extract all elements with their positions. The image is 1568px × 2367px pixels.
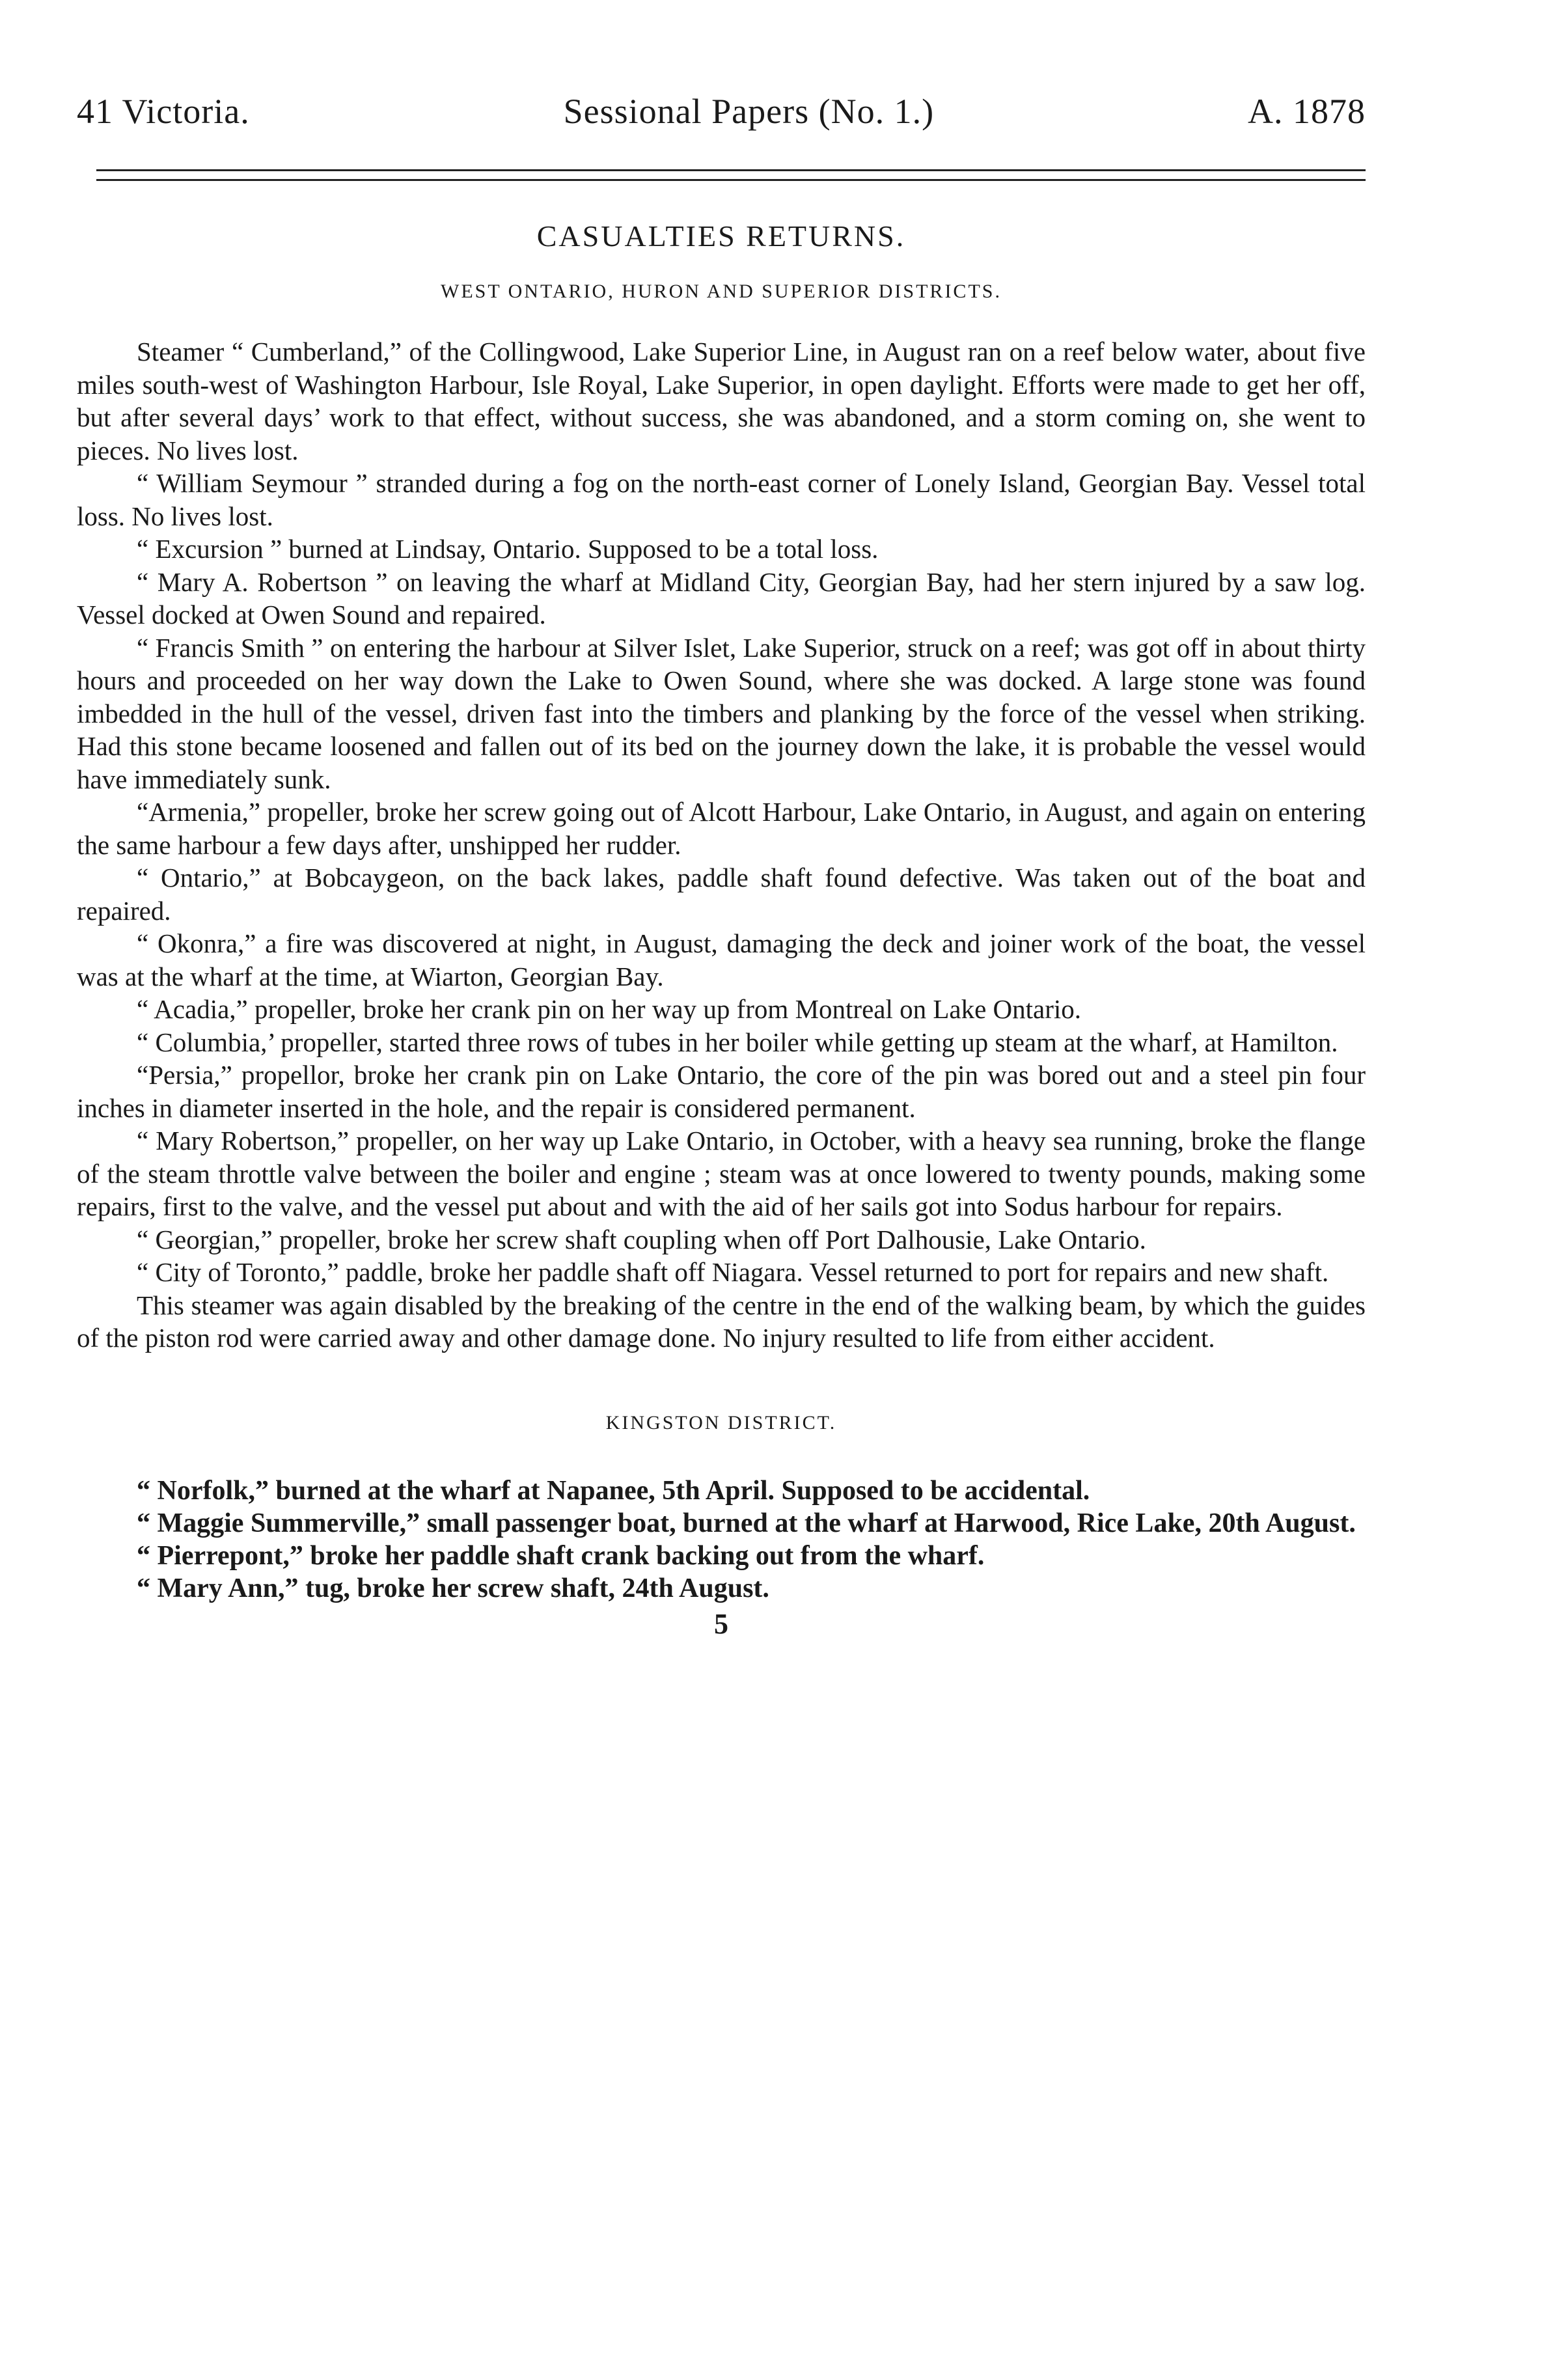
- paragraph-city-of-toronto-second: This steamer was again disabled by the breaking of the centre in the end of the walking beam, by which the guides of the piston rod were carried away and other damage done. No injury resulted to life from either accident.: [77, 1290, 1366, 1353]
- page-number-mark: 5: [714, 1607, 728, 1640]
- paragraph-columbia: “ Columbia,’ propeller, started three rows of tubes in her boiler while getting up steam at the wharf, at Hamilton.: [137, 1027, 1338, 1057]
- paragraph-acadia: “ Acadia,” propeller, broke her crank pin on her way up from Montreal on Lake Ontario.: [137, 994, 1082, 1024]
- paragraph-maggie-summerville: “ Maggie Summerville,” small passenger boat, burned at the wharf at Harwood, Rice Lake, 20th August.: [137, 1508, 1356, 1538]
- running-header: [77, 91, 1366, 132]
- paragraph-mary-robertson: “ Mary Robertson,” propeller, on her way up Lake Ontario, in October, with a heavy sea running, broke the flange of the steam throttle valve between the boiler and engine ; steam was at once lowered to twenty pounds, making some repairs, first to the valve, and the vessel put about and with the aid of her sails got into Sodus harbour for repairs.: [77, 1126, 1366, 1221]
- page-title: CASUALTIES RETURNS.: [536, 219, 906, 253]
- section-body-west-ontario: [77, 335, 1366, 1355]
- paragraph-city-of-toronto: “ City of Toronto,” paddle, broke her paddle shaft off Niagara. Vessel returned to port for repairs and new shaft.: [137, 1257, 1329, 1287]
- paragraph-mary-a-robertson: “ Mary A. Robertson ” on leaving the wharf at Midland City, Georgian Bay, had her stern injured by a saw log. Vessel docked at Owen Sound and repaired.: [77, 566, 1366, 630]
- paragraph-norfolk: “ Norfolk,” burned at the wharf at Napanee, 5th April. Supposed to be accidental.: [137, 1475, 1090, 1506]
- paragraph-ontario: “ Ontario,” at Bobcaygeon, on the back lakes, paddle shaft found defective. Was taken out of the boat and repaired.: [77, 863, 1366, 926]
- header-double-rule: [96, 169, 1366, 181]
- paragraph-mary-ann: “ Mary Ann,” tug, broke her screw shaft, 24th August.: [137, 1573, 769, 1603]
- paragraph-william-seymour: “ William Seymour ” stranded during a fog on the north-east corner of Lonely Island, Georgian Bay. Vessel total loss. No lives lost.: [77, 468, 1366, 531]
- paragraph-armenia: “Armenia,” propeller, broke her screw going out of Alcott Harbour, Lake Ontario, in August, and again on entering the same harbour a few days after, unshipped her rudder.: [77, 797, 1366, 860]
- section-heading-kingston: KINGSTON DISTRICT.: [605, 1411, 837, 1433]
- document-page: [77, 91, 1366, 1640]
- header-volume: 41 Victoria.: [77, 92, 250, 131]
- paragraph-cumberland: Steamer “ Cumberland,” of the Collingwood, Lake Superior Line, in August ran on a reef below water, about five miles south-west of Washington Harbour, Isle Royal, Lake Superior, in open daylight. Efforts were made to get her off, but after several days’ work to that effect, without success, she was abandoned, and a storm coming on, she went to pieces. No lives lost.: [77, 337, 1366, 465]
- header-year: A. 1878: [1248, 92, 1366, 131]
- paragraph-excursion: “ Excursion ” burned at Lindsay, Ontario. Supposed to be a total loss.: [137, 534, 879, 564]
- section-heading-west-ontario: WEST ONTARIO, HURON AND SUPERIOR DISTRICTS.: [441, 281, 1002, 302]
- paragraph-pierrepont: “ Pierrepont,” broke her paddle shaft crank backing out from the wharf.: [137, 1540, 985, 1571]
- paragraph-okonra: “ Okonra,” a fire was discovered at night, in August, damaging the deck and joiner work of the boat, the vessel was at the wharf at the time, at Wiarton, Georgian Bay.: [77, 928, 1366, 991]
- header-series: Sessional Papers (No. 1.): [563, 92, 935, 131]
- paragraph-georgian: “ Georgian,” propeller, broke her screw shaft coupling when off Port Dalhousie, Lake Ontario.: [137, 1224, 1146, 1254]
- paragraph-francis-smith: “ Francis Smith ” on entering the harbour at Silver Islet, Lake Superior, struck on a reef; was got off in about thirty hours and proceeded on her way down the Lake to Owen Sound, where she was docked. A large stone was found imbedded in the hull of the vessel, driven fast into the timbers and planking by the force of the vessel when striking. Had this stone became loosened and fallen out of its bed on the journey down the lake, it is probable the vessel would have immediately sunk.: [77, 632, 1366, 794]
- paragraph-persia: “Persia,” propellor, broke her crank pin on Lake Ontario, the core of the pin was bored out and a steel pin four inches in diameter inserted in the hole, and the repair is considered permanent.: [77, 1060, 1366, 1123]
- section-body-kingston: [77, 1474, 1366, 1605]
